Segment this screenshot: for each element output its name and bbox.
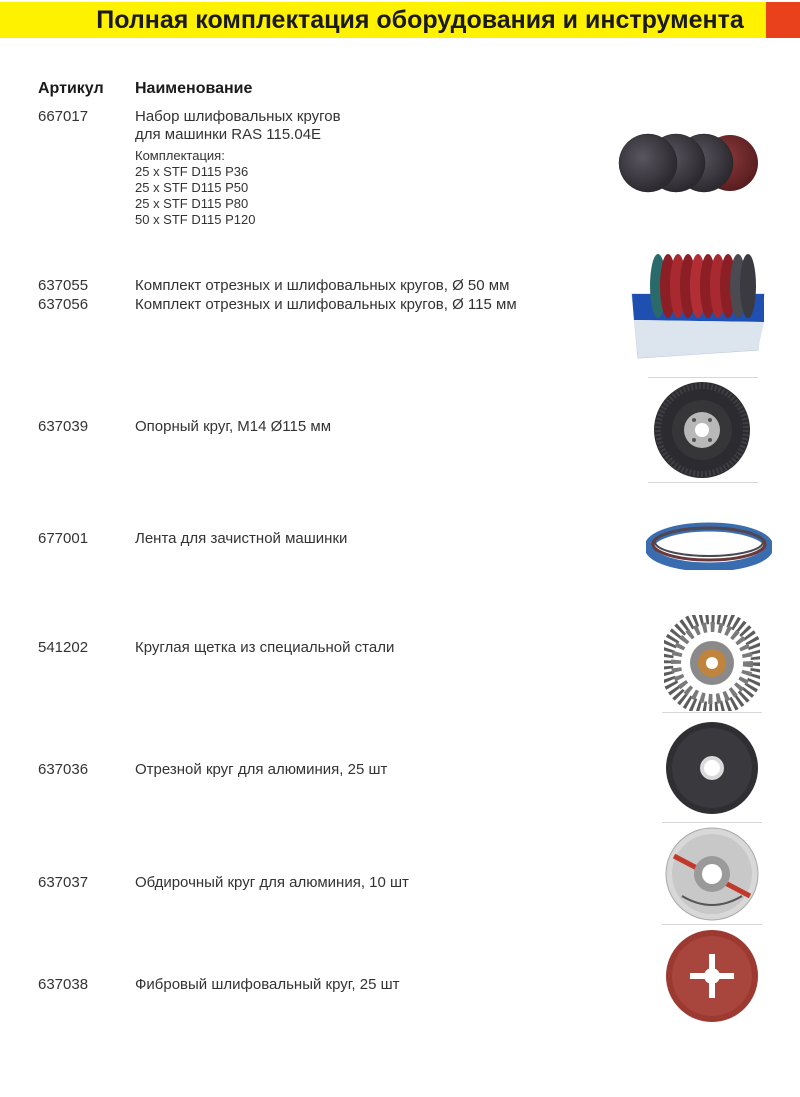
column-header-article: Артикул bbox=[38, 80, 104, 97]
item-article: 637039 bbox=[38, 418, 89, 435]
item-article: 637036 bbox=[38, 761, 89, 778]
backing-pad-image bbox=[652, 380, 752, 480]
item-article: 637055 bbox=[38, 277, 89, 294]
item-article: 541202 bbox=[38, 639, 89, 656]
image-frame-line bbox=[662, 822, 762, 823]
item-name: Фибровый шлифовальный круг, 25 шт bbox=[135, 976, 400, 993]
contents-item: 25 x STF D115 P50 bbox=[135, 180, 249, 195]
item-article: 637056 bbox=[38, 296, 89, 313]
contents-item: 25 x STF D115 P80 bbox=[135, 196, 249, 211]
wire-brush-image bbox=[664, 615, 760, 711]
item-name: Набор шлифовальных кругов bbox=[135, 108, 341, 125]
sanding-discs-set-image bbox=[612, 130, 762, 200]
column-header-name: Наименование bbox=[135, 80, 253, 97]
item-article: 637038 bbox=[38, 976, 89, 993]
contents-label: Комплектация: bbox=[135, 148, 225, 163]
item-name: Обдирочный круг для алюминия, 10 шт bbox=[135, 874, 409, 891]
image-frame-line bbox=[662, 712, 762, 713]
item-name: Комплект отрезных и шлифовальных кругов, Ø 115 мм bbox=[135, 296, 517, 313]
item-name: Круглая щетка из специальной стали bbox=[135, 639, 395, 656]
item-name: для машинки RAS 115.04E bbox=[135, 126, 322, 143]
cutting-disc-image bbox=[664, 720, 760, 816]
item-name: Опорный круг, М14 Ø115 мм bbox=[135, 418, 332, 435]
item-name: Отрезной круг для алюминия, 25 шт bbox=[135, 761, 388, 778]
cutting-discs-kit-image bbox=[628, 250, 768, 362]
item-name: Комплект отрезных и шлифовальных кругов, Ø 50 мм bbox=[135, 277, 510, 294]
image-frame-line bbox=[662, 924, 762, 925]
image-frame-line bbox=[648, 482, 758, 483]
page-title: Полная комплектация оборудования и инструмента bbox=[96, 6, 744, 34]
fiber-disc-image bbox=[664, 928, 760, 1024]
image-frame-line bbox=[648, 377, 758, 378]
sanding-belt-image bbox=[646, 520, 772, 570]
contents-item: 50 x STF D115 P120 bbox=[135, 212, 256, 227]
item-name: Лента для зачистной машинки bbox=[135, 530, 348, 547]
item-article: 637037 bbox=[38, 874, 89, 891]
item-article: 667017 bbox=[38, 108, 89, 125]
item-article: 677001 bbox=[38, 530, 89, 547]
contents-item: 25 x STF D115 P36 bbox=[135, 164, 249, 179]
grinding-disc-image bbox=[664, 826, 760, 922]
